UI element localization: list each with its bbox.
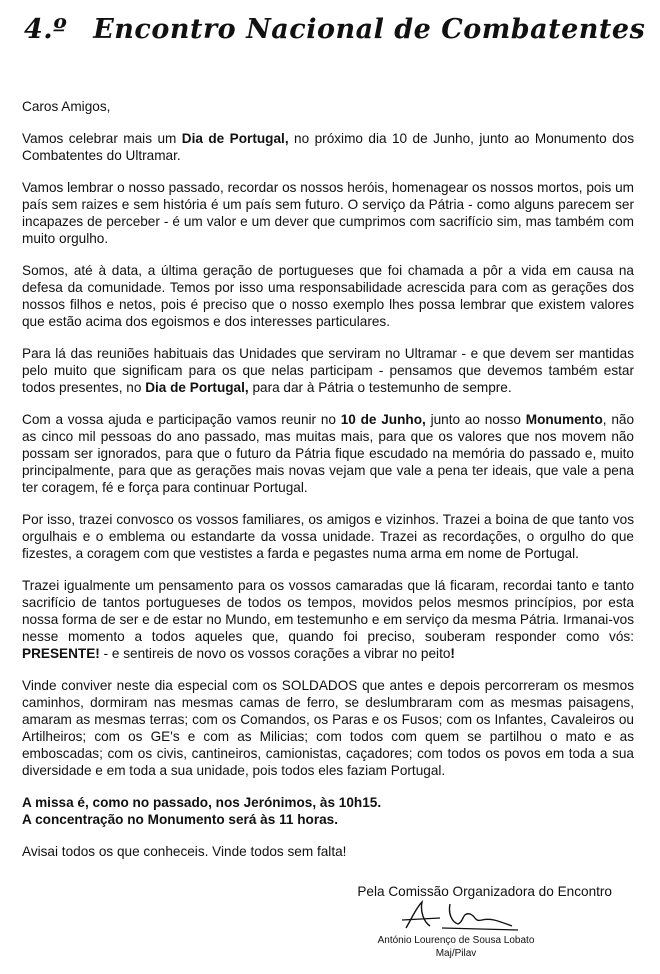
signer-rank: Maj/Pilav (435, 948, 477, 959)
p4-text-c: para dar à Pátria o testemunho de sempre. (248, 380, 512, 395)
paragraph-7 (22, 577, 634, 662)
p1-text-a: Vamos celebrar mais um (22, 131, 182, 146)
letter-body (22, 98, 634, 875)
p1-text-c: no próximo dia 10 de Junho, junto ao Monumento dos Combatentes do Ultramar. (22, 131, 635, 163)
event-details (22, 794, 634, 828)
p5-text-e: , não as cinco mil pessoas do ano passado, mas muitas mais, para que os valores que nos movem não possam ser ignorados, para que o futuro da Pátria fique escudado na memória do passado e, muito principalmente, para que as gerações mais novas vejam que vale a pena ter ideais, que vale a pena ter coragem, fé e força para continuar Portugal. (22, 412, 635, 495)
signer-name: António Lourenço de Sousa Lobato (377, 935, 535, 946)
paragraph-4 (22, 345, 634, 396)
p4-bold-dia-de-portugal: Dia de Portugal, (145, 380, 249, 395)
p4-text-a: Para lá das reuniões habituais das Unidades que serviram no Ultramar - e que devem ser mantidas pelo muito que significam para os que nelas participam - pensamos que devemos também estar todos presentes, no (22, 346, 634, 395)
p7-bold-presente: PRESENTE! (22, 646, 100, 661)
p5-bold-date: 10 de Junho, (340, 412, 426, 427)
letter-title (24, 14, 644, 45)
p5-text-c: junto ao nosso (425, 412, 526, 427)
edition-number: 4.º (24, 14, 68, 45)
greeting: Caros Amigos, (22, 99, 111, 114)
paragraph-6: Por isso, trazei convosco os vossos familiares, os amigos e vizinhos. Trazei a boina de que tanto vos orgulhais e o emblema ou estandarte da vossa unidade. Trazei as recordações, o orgulho do que fizestes, a coragem com que vestistes a farda e pegastes numa arma em nome de Portugal. (22, 512, 634, 561)
paragraph-5 (22, 411, 634, 496)
title-text: Encontro Nacional de Combatentes (93, 14, 646, 45)
mass-time-line: A missa é, como no passado, nos Jerónimos, às 10h15. (22, 795, 382, 810)
p7-bold-exclamation: ! (450, 646, 455, 661)
p7-text-c: - e sentireis de novo os vossos corações a vibrar no peito (99, 646, 451, 661)
p1-bold-dia-de-portugal: Dia de Portugal, (181, 131, 289, 146)
handwritten-signature (400, 900, 520, 934)
concentration-time-line: A concentração no Monumento será às 11 horas. (22, 812, 339, 827)
paragraph-8: Vinde conviver neste dia especial com os SOLDADOS que antes e depois percorreram os mesmos caminhos, dormiram nas mesmas camas de ferro, se deslumbraram com as mesmas paisagens, amaram as mesmas terras; com os Comandos, os Paras e os Fusos; com os Infantes, Cavaleiros ou Artilheiros; com os GE's e com as Milicias; com todos com quem se partilhou o mato e as emboscadas; com os civis, cantineiros, camionistas, caçadores; com todos os povos em toda a sua diversidade e em toda a sua unidade, pois todos eles faziam Portugal. (22, 678, 634, 778)
signer-block (346, 934, 566, 960)
signoff: Pela Comissão Organizadora do Encontro (357, 884, 612, 899)
p7-text-a: Trazei igualmente um pensamento para os vossos camaradas que lá ficaram, recordai tanto e tanto sacrifício de tantos portugueses de todos os tempos, movidos pelos mesmos princípios, por esta nossa forma de ser e de estar no Mundo, em testemunho e em serviço da mesma Pátria. Irmanai-vos nesse momento a todos aqueles que, quando foi preciso, souberam responder como vós: (22, 578, 634, 644)
paragraph-3: Somos, até à data, a última geração de portugueses que foi chamada a pôr a vida em causa na defesa da comunidade. Temos por isso uma responsabilidade acrescida para com as gerações dos nossos filhos e netos, pois é preciso que o nosso exemplo lhes possa lembrar que existem valores que estão acima dos egoismos e dos interesses particulares. (22, 263, 634, 329)
p5-text-a: Com a vossa ajuda e participação vamos reunir no (22, 412, 341, 427)
paragraph-1 (22, 130, 634, 164)
p5-bold-monumento: Monumento (525, 412, 603, 427)
closing-line: Avisai todos os que conheceis. Vinde todos sem falta! (22, 844, 347, 859)
paragraph-2: Vamos lembrar o nosso passado, recordar os nossos heróis, homenagear os nossos mortos, pois um país sem raizes e sem história é um país sem futuro. O serviço da Pátria - como alguns parecem ser incapazes de perceber - é um valor e um dever que cumprimos com sacrifício sim, mas também com muito orgulho. (22, 180, 634, 246)
